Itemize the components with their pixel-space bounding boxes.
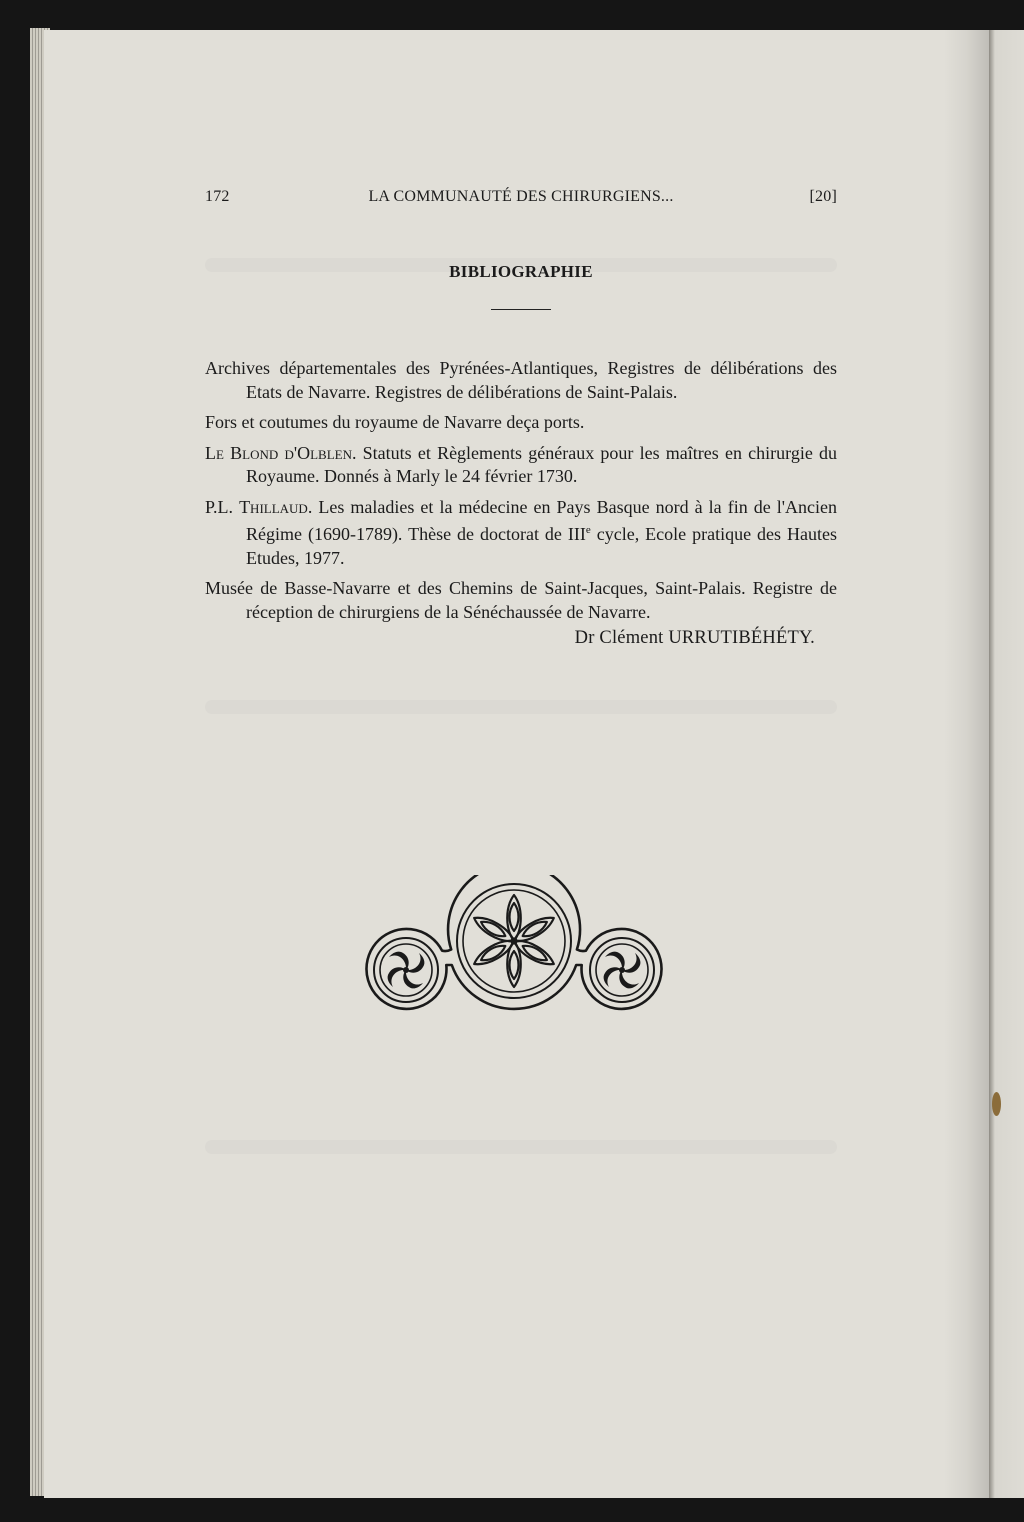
entry-text: . Les maladies et la médecine en Pays Basque nord à la fin de l'Ancien Régime (1690-1789). Thèse de doctorat de III xyxy=(246,496,837,544)
bibliography-entry xyxy=(205,577,837,624)
show-through xyxy=(205,1140,837,1154)
paper-stain xyxy=(992,1092,1001,1116)
entry-author: Le Blond d'Olblen xyxy=(205,442,352,463)
basque-rosette-ornament-icon xyxy=(358,875,670,1015)
bibliography-list xyxy=(205,357,837,631)
entry-author-prefix: P.L. xyxy=(205,496,240,517)
bibliography-entry xyxy=(205,411,837,435)
running-head xyxy=(205,188,837,216)
author-signature: Dr Clément URRUTIBÉHÉTY. xyxy=(574,628,815,648)
bibliography-entry xyxy=(205,357,837,404)
entry-text: Fors et coutumes du royaume de Navarre deça ports. xyxy=(205,412,585,432)
heading-rule xyxy=(491,309,551,310)
bibliography-heading: BIBLIOGRAPHIE xyxy=(449,262,593,281)
book-page xyxy=(44,30,989,1498)
entry-text: Archives départementales des Pyrénées-Atlantiques, Registres de délibérations des Etats de Navarre. Registres de délibérations de Saint-Palais. xyxy=(205,358,837,402)
bibliography-entry xyxy=(205,496,837,571)
entry-text: . Statuts et Règlements généraux pour les maîtres en chirurgie du Royaume. Donnés à Marly le 24 février 1730. xyxy=(246,442,838,486)
section-number: [20] xyxy=(809,188,837,205)
facing-page-edge xyxy=(989,30,1024,1498)
show-through xyxy=(205,700,837,714)
entry-author: Thillaud xyxy=(239,496,308,517)
entry-text: cycle, Ecole pratique des Hautes Etudes, 1977. xyxy=(246,524,837,568)
page-number: 172 xyxy=(205,188,230,205)
bibliography-entry xyxy=(205,442,837,489)
entry-text: Musée de Basse-Navarre et des Chemins de Saint-Jacques, Saint-Palais. Registre de réception de chirurgiens de la Sénéchaussée de Navarre. xyxy=(205,578,837,622)
running-title: LA COMMUNAUTÉ DES CHIRURGIENS... xyxy=(368,188,674,205)
ordinal-superscript: e xyxy=(585,524,591,536)
spine-shadow xyxy=(944,30,989,1498)
